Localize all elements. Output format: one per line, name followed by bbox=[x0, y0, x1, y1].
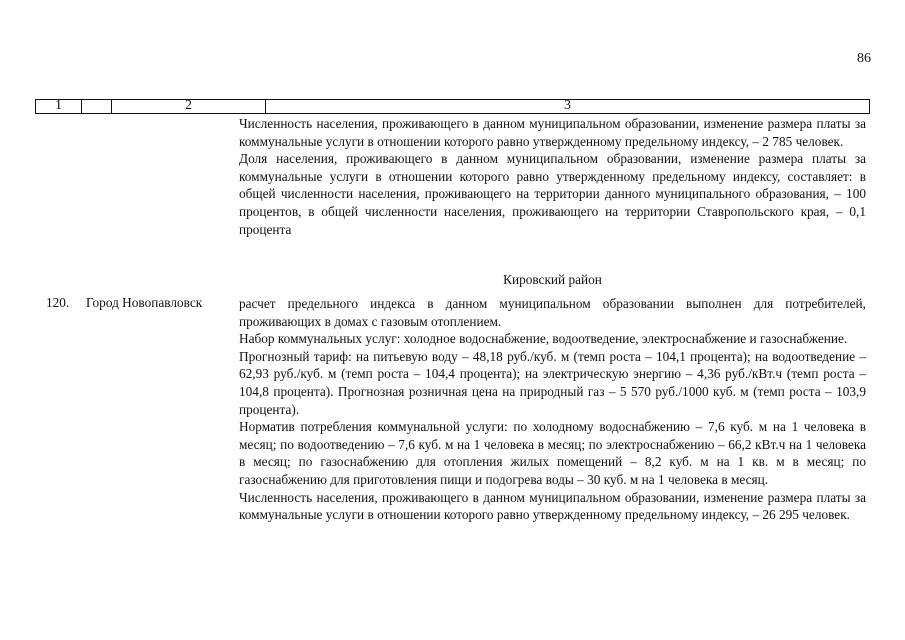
paragraph: Прогнозный тариф: на питьевую воду – 48,18 руб./куб. м (темп роста – 104,1 процента); на водоотведение – 62,93 руб./куб. м (темп роста – 104,4 процента); на электрическую энергию – 4,36 руб./кВт.ч (темп роста – 104,8 процента). Прогнозная розничная цена на природный газ – 5 570 руб./1000 куб. м (темп роста – 103,9 процента). bbox=[239, 348, 866, 417]
page-number: 86 bbox=[857, 51, 871, 66]
paragraph: Численность населения, проживающего в данном муниципальном образовании, изменение размера платы за коммунальные услуги в отношении которого равно утвержденному предельному индексу, – 2 785 человек. bbox=[239, 116, 866, 149]
table-header-row bbox=[35, 99, 870, 114]
district-heading: Кировский район bbox=[503, 272, 602, 287]
header-col-1-spacer bbox=[82, 100, 112, 113]
paragraph: Норматив потребления коммунальной услуги: по холодному водоснабжению – 7,6 куб. м на 1 человека в месяц; по водоотведению – 7,6 куб. м на 1 человека в месяц; по электроснабжению – 66,2 кВт.ч на 1 человека в месяц; по газоснабжению для отопления жилых помещений – 8,2 куб. м на 1 кв. м в месяц; по газоснабжению для приготовления пищи и подогрева воды – 30 куб. м на 1 человека в месяц. bbox=[239, 419, 866, 487]
header-col-3: 3 bbox=[564, 98, 571, 113]
previous-entry-text bbox=[239, 115, 866, 238]
header-col-2: 2 bbox=[112, 100, 266, 113]
paragraph: расчет предельного индекса в данном муниципальном образовании выполнен для потребителей, проживающих в домах с газовым отоплением. bbox=[239, 296, 866, 329]
paragraph: Доля населения, проживающего в данном муниципальном образовании, изменение размера платы за коммунальные услуги в отношении которого равно утвержденному предельному индексу, составляет: в общей численности населения, проживающего на территории данного муниципального образования, – 100 процентов, в общей численности населения, проживающего на территории Ставропольского края, – 0,1 процента bbox=[239, 151, 866, 237]
paragraph: Набор коммунальных услуг: холодное водоснабжение, водоотведение, электроснабжение и газоснабжение. bbox=[239, 331, 848, 347]
entry-number: 120. bbox=[46, 295, 70, 310]
paragraph: Численность населения, проживающего в данном муниципальном образовании, изменение размера платы за коммунальные услуги в отношении которого равно утвержденному предельному индексу, – 26 295 человек. bbox=[239, 489, 866, 523]
entry-name: Город Новопавловск bbox=[86, 295, 203, 310]
header-col-1: 1 bbox=[36, 100, 82, 113]
entry-text bbox=[239, 295, 866, 524]
